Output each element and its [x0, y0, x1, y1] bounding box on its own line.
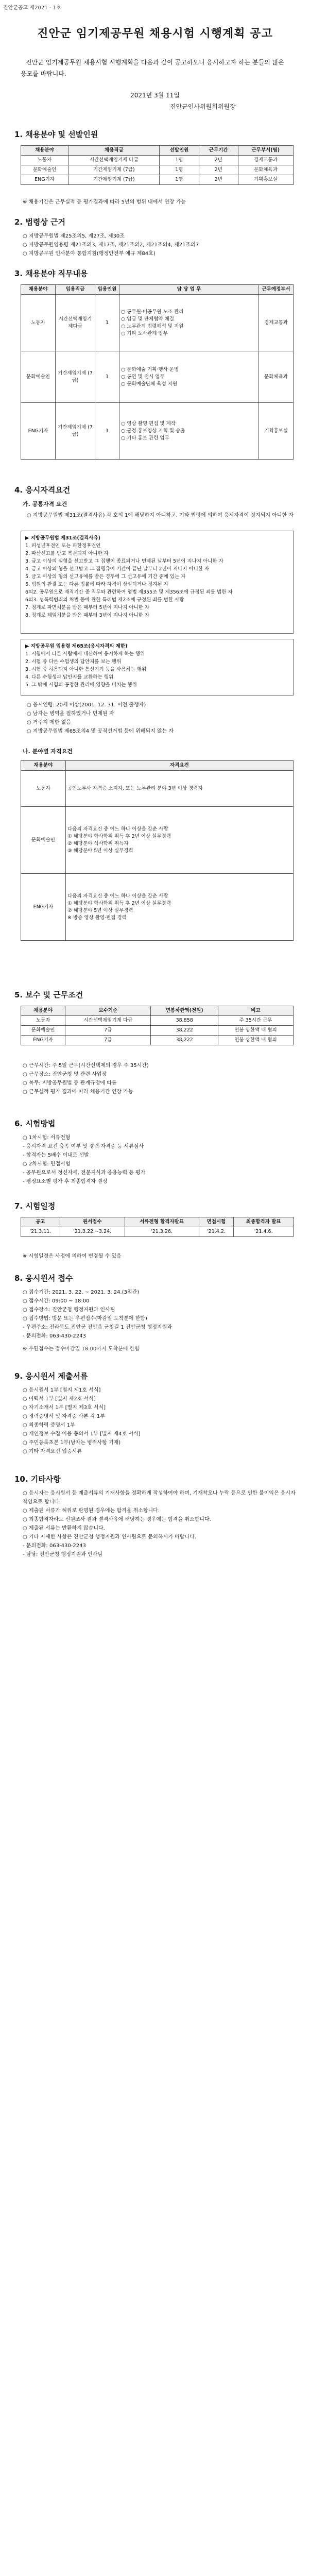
table-row: 문화예술인 7급 38,222 연봉 상한액 내 협의 [21, 1026, 294, 1036]
disqualification-box: ▶ 지방공무원법 제31조(결격사유) 1. 피성년후견인 또는 피한정후견인 2. 파산선고를 받고 복권되지 아니한 자 3. 금고 이상의 실형을 선고받고 그 집행이 종료되거나 면제된 날부터 5년이 지나지 아니한 자 4. 금고 이상의 형을 선고받고 그 집행유예 기간이 끝난 날부터 2년이 지나지 아니한 자 5. 금고 이상의 형의 선고유예를 받은 경우에 그 선고유예 기간 중에 있는 자 6. 법원의 판결 또는 다른 법률에 따라 자격이 상실되거나 정지된 자 6의2. 공무원으로 재직기간 중 직무와 관련하여 형법 제355조 및 제356조에 규정된 죄를 범한 자 6의3. 성폭력범죄의 처벌 등에 관한 특례법 제2조에 규정된 죄를 범한 사람 7. 징계로 파면처분을 받은 때부터 5년이 지나지 아니한 자 8. 징계로 해임처분을 받은 때부터 3년이 지나지 아니한 자 [21, 531, 294, 634]
table-row: ENG기자 기간제임기제 (7급) 1 ○ 영상 촬영·편집 및 제작 ○ 군정 홍보영상 기획 및 송출 ○ 기타 홍보 관련 업무 기획홍보실 [21, 403, 294, 460]
table-footnote: ※ 채용기간은 근무실적 등 평가결과에 따라 5년의 범위 내에서 연장 가능 [23, 199, 186, 205]
table-row: '21.3.11. '21.3.22.~3.24. '21.3.26. '21.4.2. '21.4.6. [21, 1227, 294, 1237]
section-2-heading: 2. 법령상 근거 [14, 217, 66, 227]
subsection-field: 나. 분야별 자격요건 [23, 748, 73, 755]
other-notes: ○ 응시자는 응시원서 등 제출서류의 기재사항을 정확하게 작성하여야 하며, 기재착오나 누락 등으로 인한 불이익은 응시자 책임으로 합니다. ○ 제출된 서류가 허위로 판명된 경우에는 합격을 취소합니다. ○ 최종합격자라도 신원조사 결과 결격사유에 해당하는 경우에는 합격을 취소합니다. ○ 제출된 서류는 반환하지 않습니다. ○ 기타 자세한 사항은 진안군청 행정지원과 인사팀으로 문의하시기 바랍니다. - 문의전화: 063-430-2243 - 담당: 진안군청 행정지원과 인사팀 [23, 1490, 296, 1557]
exam-method: ○ 1차시험: 서류전형 - 응시자격 요건 충족 여부 및 경력·자격증 등 서류심사 - 합격자는 5배수 이내로 선발 ○ 2차시험: 면접시험 - 공무원으로서 정신자세, 전문지식과 응용능력 등 평가 - 평정요소별 평가 후 최종합격자 결정 [23, 1135, 146, 1184]
restriction-box: ▶ 지방공무원 임용령 제65조(응시자격의 제한) 1. 시험에서 다른 사람에게 대신하여 응시하게 하는 행위 2. 시험 중 다른 수험생의 답안지를 보는 행위 3. 시험 중 허용되지 아니한 통신기기 등을 사용하는 행위 4. 다른 수험생과 답안지를 교환하는 행위 5. 그 밖에 시험의 공정한 관리에 영향을 미치는 행위 [21, 639, 294, 696]
list-item: ○ 지방공무원법 제25조의5, 제27조, 제30조 [23, 233, 125, 239]
section-9-heading: 9. 응시원서 제출서류 [14, 1371, 88, 1381]
table-row: 노동자 시간선택제임기제 다급 1명 2년 경제교통과 [21, 156, 294, 165]
application-info: ○ 접수기간: 2021. 3. 22. ~ 2021. 3. 24.(3일간) ○ 접수시간: 09:00 ~ 18:00 ○ 접수장소: 진안군청 행정지원과 인사팀 ○ 접수방법: 방문 또는 우편접수(마감일 도착분에 한함) - 우편주소: 전라북도 진안군 진안읍 군청길 1 진안군청 행정지원과 - 문의전화: 063-430-2243 [23, 1290, 172, 1339]
duty-table [21, 284, 294, 460]
page-title: 진안군 임기제공무원 채용시험 시행계획 공고 [37, 27, 273, 40]
table-row: 문화예술인 다음의 자격요건 중 어느 하나 이상을 갖춘 사람 ① 해당분야 학사학위 취득 후 2년 이상 실무경력 ② 해당분야 석사학위 취득자 ③ 해당분야 5년 이상 실무경력 [21, 807, 294, 874]
notice-number: 진안군공고 제2021 - 1호 [3, 5, 61, 11]
table-header-row: 채용분야 자격요건 [21, 761, 294, 771]
table-row: 노동자 시간선택제임기제 다급 38,858 주 35시간 근무 [21, 1016, 294, 1026]
table-row: ENG기자 다음의 자격요건 중 어느 하나 이상을 갖춘 사람 ① 해당분야 학사학위 취득 후 2년 이상 실무경력 ② 해당분야 5년 이상 실무경력 ※ 방송 영상 촬영·편집 경력 [21, 874, 294, 941]
section-10-heading: 10. 기타사항 [14, 1475, 61, 1484]
section-6-heading: 6. 시험방법 [14, 1119, 56, 1128]
table-header-row: 채용분야 채용직급 선발인원 근무기간 근무부서(팀) [21, 146, 294, 156]
work-conditions: ○ 근무시간: 주 5일 근무(시간선택제의 경우 주 35시간) ○ 근무장소: 진안군청 및 관련 사업장 ○ 복무: 지방공무원법 등 관계규정에 따름 ○ 근무실적 평가 결과에 따라 채용기간 연장 가능 [23, 1063, 149, 1095]
common-requirements: ○ 지방공무원법 제31조(결격사유) 각 호의 1에 해당하지 아니하고, 기타 법령에 의하여 응시자격이 정지되지 아니한 자 [27, 513, 294, 518]
list-item: ○ 지방공무원임용령 제21조의3, 제17조, 제21조의2, 제21조의4, 제21조의7 [23, 242, 199, 248]
section-7-heading: 7. 시험일정 [14, 1201, 56, 1211]
subsection-common: 가. 공통자격 요건 [23, 501, 67, 507]
law-list [23, 232, 296, 258]
section-1-heading: 1. 채용분야 및 선발인원 [14, 130, 98, 139]
section-4-heading: 4. 응시자격요건 [14, 485, 71, 495]
application-note: ※ 우편접수는 접수마감일 18:00까지 도착분에 한함 [23, 1346, 140, 1352]
common-requirements-2: ○ 응시연령: 20세 이상(2001. 12. 31. 이전 출생자) ○ 남자는 병역을 필하였거나 면제된 자 ○ 거주지 제한 없음 ○ 지방공무원법 제65조의4 및 공직선거법 등에 위배되지 않는 자 [27, 702, 174, 734]
table-row: ENG기자 기간제임기제 (7급) 1명 2년 기획홍보실 [21, 175, 294, 185]
announcement-date: 2021년 3월 11일 [130, 92, 180, 99]
salary-table [21, 1006, 294, 1045]
lead-paragraph: 진안군 임기제공무원 채용시험 시행계획을 다음과 같이 공고하오니 응시하고자 하는 분들의 많은 응모를 바랍니다. [21, 59, 284, 77]
table-header-row: 채용분야 임용직급 임용인원 담 당 업 무 근무예정부서 [21, 285, 294, 295]
table-row: 노동자 시간선택제임기제다급 1 ○ 공무원·비공무원 노조 관리 ○ 임금 및 단체협약 체결 ○ 노무관계 법령해석 및 지원 ○ 기타 노사관계 업무 경제교통과 [21, 295, 294, 351]
issuing-agency: 진안군인사위원회위원장 [170, 103, 236, 110]
table-row: 노동자 공인노무사 자격증 소지자, 또는 노무관리 분야 3년 이상 경력자 [21, 771, 294, 807]
recruitment-table [21, 145, 294, 185]
table-header-row: 공고 원서접수 서류전형 합격자발표 면접시험 최종합격자 발표 [21, 1217, 294, 1227]
list-item: ○ 지방공무원 인사분야 통합지침(행정안전부 예규 제84호) [23, 251, 156, 257]
section-3-heading: 3. 채용분야 직무내용 [14, 269, 88, 278]
schedule-table [21, 1217, 294, 1237]
required-documents: ○ 응시원서 1부 [별지 제1호 서식] ○ 이력서 1부 [별지 제2호 서식] ○ 자기소개서 1부 [별지 제3호 서식] ○ 경력증명서 및 자격증 사본 각 1부 ○ 최종학력 증명서 1부 ○ 개인정보 수집·이용 동의서 1부 [별지 제4호 서식] ○ 주민등록초본 1부(남자는 병적사항 기재) ○ 기타 자격요건 입증서류 [23, 1387, 141, 1454]
table-header-row: 채용분야 보수기준 연봉하한액(천원) 비고 [21, 1006, 294, 1016]
section-8-heading: 8. 응시원서 접수 [14, 1274, 73, 1283]
schedule-footnote: ※ 시험일정은 사정에 의하여 변경될 수 있음 [23, 1253, 122, 1259]
table-row: 문화예술인 기간제임기제 (7급) 1명 2년 문화체육과 [21, 165, 294, 175]
section-5-heading: 5. 보수 및 근무조건 [14, 990, 83, 999]
table-row: ENG기자 7급 38,222 연봉 상한액 내 협의 [21, 1036, 294, 1045]
table-row: 문화예술인 기간제임기제 (7급) 1 ○ 문화예술 기획·행사 운영 ○ 공연 및 전시 업무 ○ 문화예술단체 육성 지원 문화체육과 [21, 351, 294, 403]
qualification-table [21, 760, 294, 941]
